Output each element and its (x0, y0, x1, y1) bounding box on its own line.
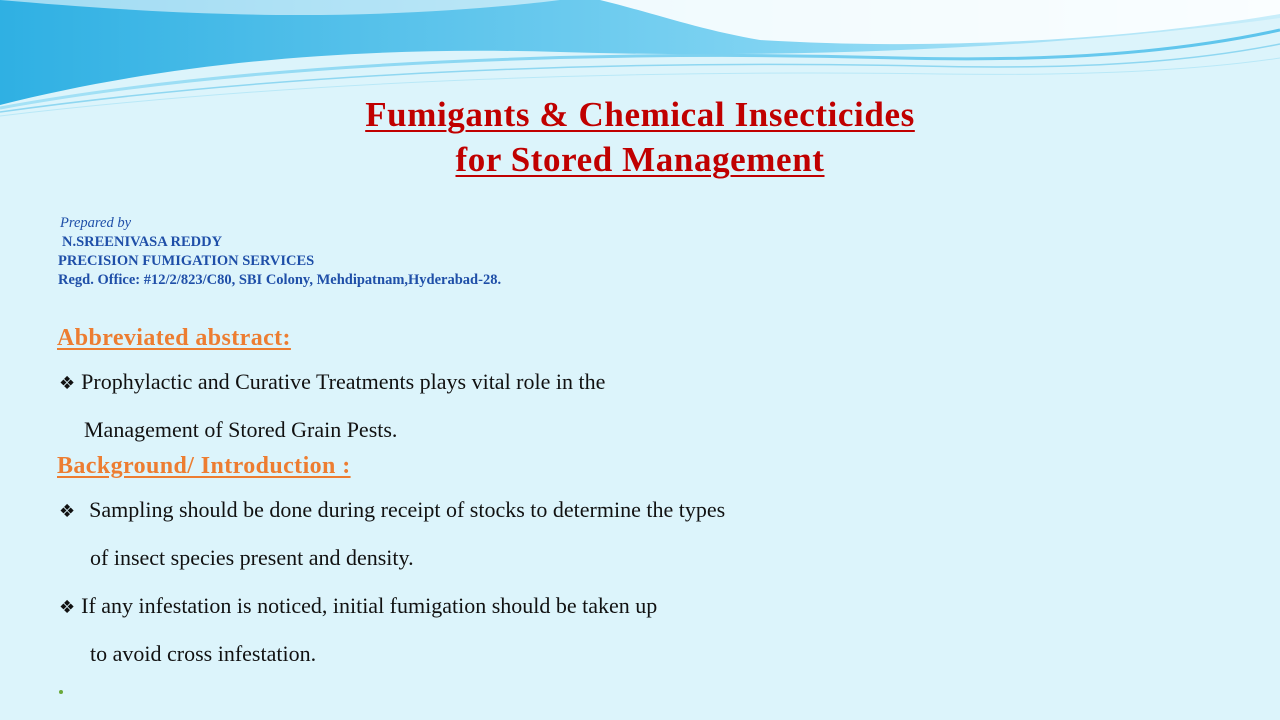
background-heading: Background/ Introduction : (57, 453, 351, 479)
company-name: PRECISION FUMIGATION SERVICES (58, 253, 315, 269)
diamond-bullet-icon: ❖ (59, 597, 76, 618)
background-bullet-2 (59, 593, 657, 619)
author-name: N.SREENIVASA REDDY (62, 234, 223, 250)
prepared-by-label: Prepared by (60, 215, 131, 231)
empty-bullet-dot (59, 690, 63, 694)
office-address: Regd. Office: #12/2/823/C80, SBI Colony, Mehdipatnam,Hyderabad-28. (58, 272, 502, 288)
title-line-1: Fumigants & Chemical Insecticides (365, 95, 915, 134)
abstract-bullet-1-cont: Management of Stored Grain Pests. (84, 417, 398, 442)
background-bullet-2-text: If any infestation is noticed, initial fumigation should be taken up (81, 593, 658, 618)
abstract-heading: Abbreviated abstract: (57, 325, 291, 351)
background-bullet-2-cont: to avoid cross infestation. (90, 641, 317, 666)
slide-title (0, 92, 1280, 182)
background-bullet-1 (59, 497, 725, 523)
diamond-bullet-icon: ❖ (59, 501, 76, 522)
background-bullet-1-cont: of insect species present and density. (90, 545, 414, 570)
abstract-bullet-1 (59, 369, 605, 395)
abstract-bullet-1-text: Prophylactic and Curative Treatments plays vital role in the (81, 369, 606, 394)
prepared-by-block (58, 214, 501, 290)
diamond-bullet-icon: ❖ (59, 373, 76, 394)
title-line-2: for Stored Management (455, 140, 825, 179)
background-bullet-1-text: Sampling should be done during receipt of stocks to determine the types (89, 497, 726, 522)
